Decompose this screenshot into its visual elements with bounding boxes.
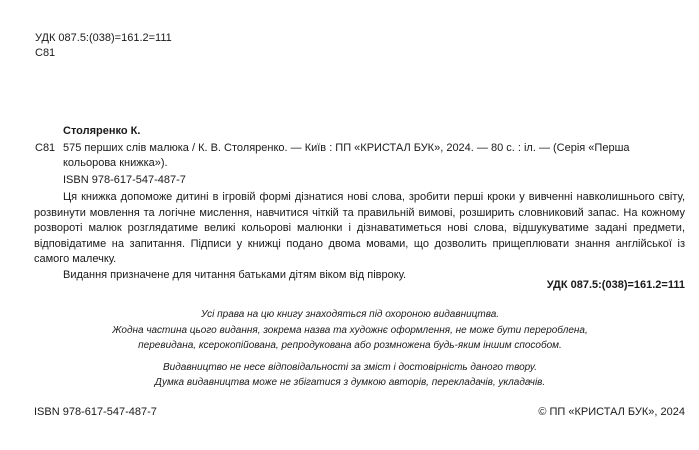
author-code-top: С81 [35,47,56,59]
footer-isbn: ISBN 978-617-547-487-7 [34,406,157,418]
annotation [34,190,685,284]
footer-copyright: © ПП «КРИСТАЛ БУК», 2024 [538,406,685,418]
annotation-paragraph: Ця книжка допоможе дитині в ігровій формі дізнатися нові слова, зробити перші кроки у вивченні навколишнього світу, розвинути мовлення та логічне мислення, навчитися чіткій та правильній вимові, розширить словниковий запас. На кожному розвороті малюк розглядатиме великі кольорові малюнки і дізнаватиметься нові слова, відшукуватиме задані предмети, відповідатиме на запитання. Підписи у книжці подано двома мовами, що дозволить прищеплювати знання англійської із самого малечку. [34,191,685,266]
bibliographic-description: 575 перших слів малюка / К. В. Столяренко. — Київ : ПП «КРИСТАЛ БУК», 2024. — 80 с. : іл. — (Серія «Перша кольорова книжка»). [63,142,630,169]
rights-line: перевидана, ксерокопійована, репродукована або розмножена будь-яким іншим способом. [138,340,562,352]
udk-code-top: УДК 087.5:(038)=161.2=111 [35,32,172,44]
disclaimer-line: Думка видавництва може не збігатися з думкою авторів, перекладачів, укладачів. [154,377,546,389]
disclaimer-line: Видавництво не несе відповідальності за зміст і достовірність даного твору. [163,361,537,373]
annotation-paragraph: Видання призначене для читання батьками дітям віком від півроку. [63,268,407,281]
author-code-side: С81 [35,142,56,154]
rights-notice [60,307,640,391]
author-name: Столяренко К. [63,125,141,137]
isbn-line: ISBN 978-617-547-487-7 [63,174,186,186]
rights-line: Усі права на цю книгу знаходяться під охороною видавництва. [200,309,500,320]
rights-line: Жодна частина цього видання, зокрема назва та художнє оформлення, не може бути перероблена, [112,324,588,336]
udk-code-right: УДК 087.5:(038)=161.2=111 [546,279,685,291]
